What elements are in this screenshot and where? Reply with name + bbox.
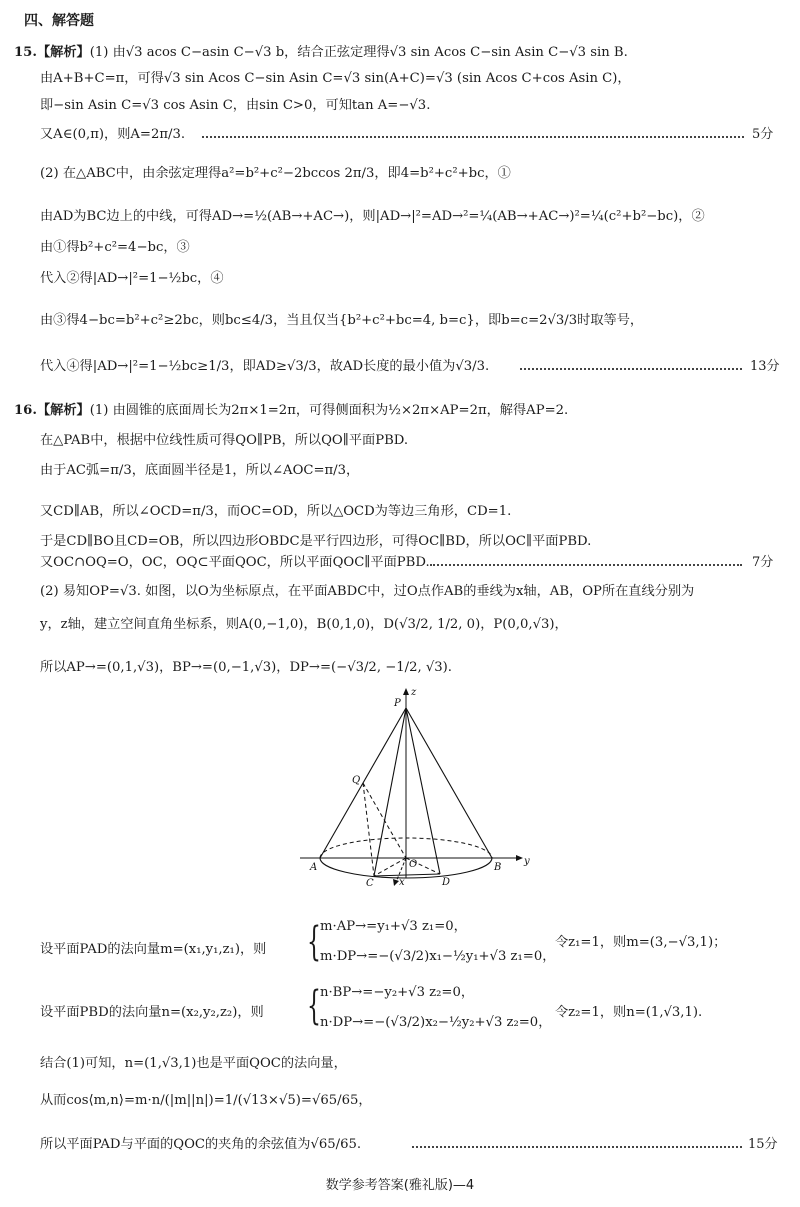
p16-line-3: 由于AC弧=π/3，底面圆半径是1，所以∠AOC=π/3，: [40, 463, 360, 478]
label-y: y: [524, 856, 530, 867]
p16-line-20: 所以平面PAD与平面的QOC的夹角的余弦值为√65/65.: [40, 1137, 362, 1152]
edge-PD: [406, 708, 440, 874]
p16-line-14: 设平面PBD的法向量n=(x₂,y₂,z₂)，则: [40, 1005, 264, 1020]
label-C: C: [366, 878, 374, 886]
cone-figure: [290, 686, 540, 886]
edge-PB: [406, 708, 492, 858]
p15-line-9: 由③得4−bc=b²+c²≥2bc，则bc≤4/3，当且仅当{b²+c²+bc=4, b=c}，即b=c=2√3/3时取等号，: [40, 313, 644, 328]
p16-leader-a: [430, 564, 742, 566]
system-brace-n: {: [307, 983, 321, 1029]
p16-tag: 【解析】: [36, 403, 90, 418]
label-x: x: [399, 877, 405, 886]
p16-line-1: [14, 402, 568, 420]
p15-leader-b: [520, 368, 742, 370]
label-O: O: [409, 859, 418, 870]
p15-line-10: 代入④得|AD→|²=1−½bc≥1/3，即AD≥√3/3，故AD长度的最小值为√3/3.: [40, 359, 490, 374]
p16-line-19: 从而cos⟨m,n⟩=m·n/(|m||n|)=1/(√13×√5)=√65/65，: [40, 1093, 372, 1108]
segment-OC: [374, 858, 406, 876]
p16-line-12: m·DP→=−(√3/2)x₁−½y₁+√3 z₁=0，: [320, 949, 556, 964]
p16-line-10: 设平面PAD的法向量m=(x₁,y₁,z₁)，则: [40, 942, 267, 957]
label-P: P: [394, 698, 401, 709]
p16-line-6: 又OC∩OQ=O，OC，OQ⊂平面QOC，所以平面QOC∥平面PBD.: [40, 555, 430, 570]
p16-score-b: 15分: [748, 1137, 778, 1152]
p16-leader-b: [412, 1146, 742, 1148]
p16-line-7: (2) 易知OP=√3. 如图，以O为坐标原点，在平面ABDC中，过O点作AB的垂线为x轴，AB，OP所在直线分别为: [40, 584, 695, 599]
p15-leader-a: [202, 136, 744, 138]
p16-line-8: y，z轴，建立空间直角坐标系，则A(0,−1,0)，B(0,1,0)，D(√3/2, 1/2, 0)，P(0,0,√3)，: [40, 617, 568, 632]
label-A: A: [310, 862, 318, 873]
p16-line-17: 令z₂=1，则n=(1,√3,1).: [555, 1005, 703, 1020]
segment-QC: [363, 783, 374, 876]
label-z: z: [411, 687, 417, 698]
p16-line-16: n·DP→=−(√3/2)x₂−½y₂+√3 z₂=0，: [320, 1015, 552, 1030]
p16-number: 16.: [14, 403, 37, 418]
section-heading: 四、解答题: [24, 13, 94, 29]
p16-line-9: 所以AP→=(0,1,√3)，BP→=(0,−1,√3)，DP→=(−√3/2, −1/2, √3).: [40, 660, 452, 675]
p16-score-a: 7分: [752, 555, 774, 570]
label-B: B: [494, 862, 502, 873]
p16-line-4: 又CD∥AB，所以∠OCD=π/3，而OC=OD，所以△OCD为等边三角形，CD=1.: [40, 504, 512, 519]
segment-CD: [374, 874, 440, 876]
p15-score-b: 13分: [750, 359, 780, 374]
p15-score-a: 5分: [752, 127, 774, 142]
p16-text: (1) 由圆锥的底面周长为2π×1=2π，可得侧面积为½×2π×AP=2π，解得AP=2.: [89, 403, 569, 418]
p15-line-1: [14, 44, 628, 62]
p15-line-3: 即−sin Asin C=√3 cos Asin C，由sin C>0，可知tan A=−√3.: [40, 98, 431, 113]
system-brace-m: {: [307, 919, 321, 965]
p15-line-6: 由AD为BC边上的中线，可得AD→=½(AB→+AC→)，则|AD→|²=AD→²=¼(AB→+AC→)²=¼(c²+b²−bc)，②: [40, 209, 705, 224]
label-D: D: [442, 877, 451, 886]
p15-line-4: 又A∈(0,π)，则A=2π/3.: [40, 127, 186, 142]
p15-number: 15.: [14, 45, 37, 60]
p15-line-5: (2) 在△ABC中，由余弦定理得a²=b²+c²−2bccos 2π/3，即4=b²+c²+bc，①: [40, 166, 511, 181]
p15-line-7: 由①得b²+c²=4−bc，③: [40, 240, 190, 255]
p16-line-2: 在△PAB中，根据中位线性质可得QO∥PB，所以QO∥平面PBD.: [40, 433, 409, 448]
p16-line-5: 于是CD∥BO且CD=OB，所以四边形OBDC是平行四边形，可得OC∥BD，所以OC∥平面PBD.: [40, 534, 592, 549]
p16-line-13: 令z₁=1，则m=(3,−√3,1)；: [555, 935, 727, 950]
label-Q: Q: [352, 775, 361, 786]
page-footer: 数学参考答案(雅礼版)—4: [325, 1178, 475, 1193]
segment-QO: [363, 783, 406, 858]
p15-tag: 【解析】: [36, 45, 90, 60]
p16-line-15: n·BP→=−y₂+√3 z₂=0，: [320, 985, 475, 1000]
edge-PC: [374, 708, 406, 876]
z-axis-arrow: [403, 688, 409, 695]
p16-line-18: 结合(1)可知，n=(1,√3,1)也是平面QOC的法向量，: [40, 1056, 347, 1071]
cone-svg: [290, 686, 540, 886]
y-axis-arrow: [516, 855, 523, 861]
p16-line-11: m·AP→=y₁+√3 z₁=0，: [320, 919, 467, 934]
p15-line-8: 代入②得|AD→|²=1−½bc，④: [40, 271, 224, 286]
p15-text: (1) 由√3 acos C−asin C−√3 b，结合正弦定理得√3 sin Acos C−sin Asin C−√3 sin B.: [89, 45, 628, 60]
p15-line-2: 由A+B+C=π，可得√3 sin Acos C−sin Asin C=√3 sin(A+C)=√3 (sin Acos C+cos Asin C)，: [40, 71, 631, 86]
